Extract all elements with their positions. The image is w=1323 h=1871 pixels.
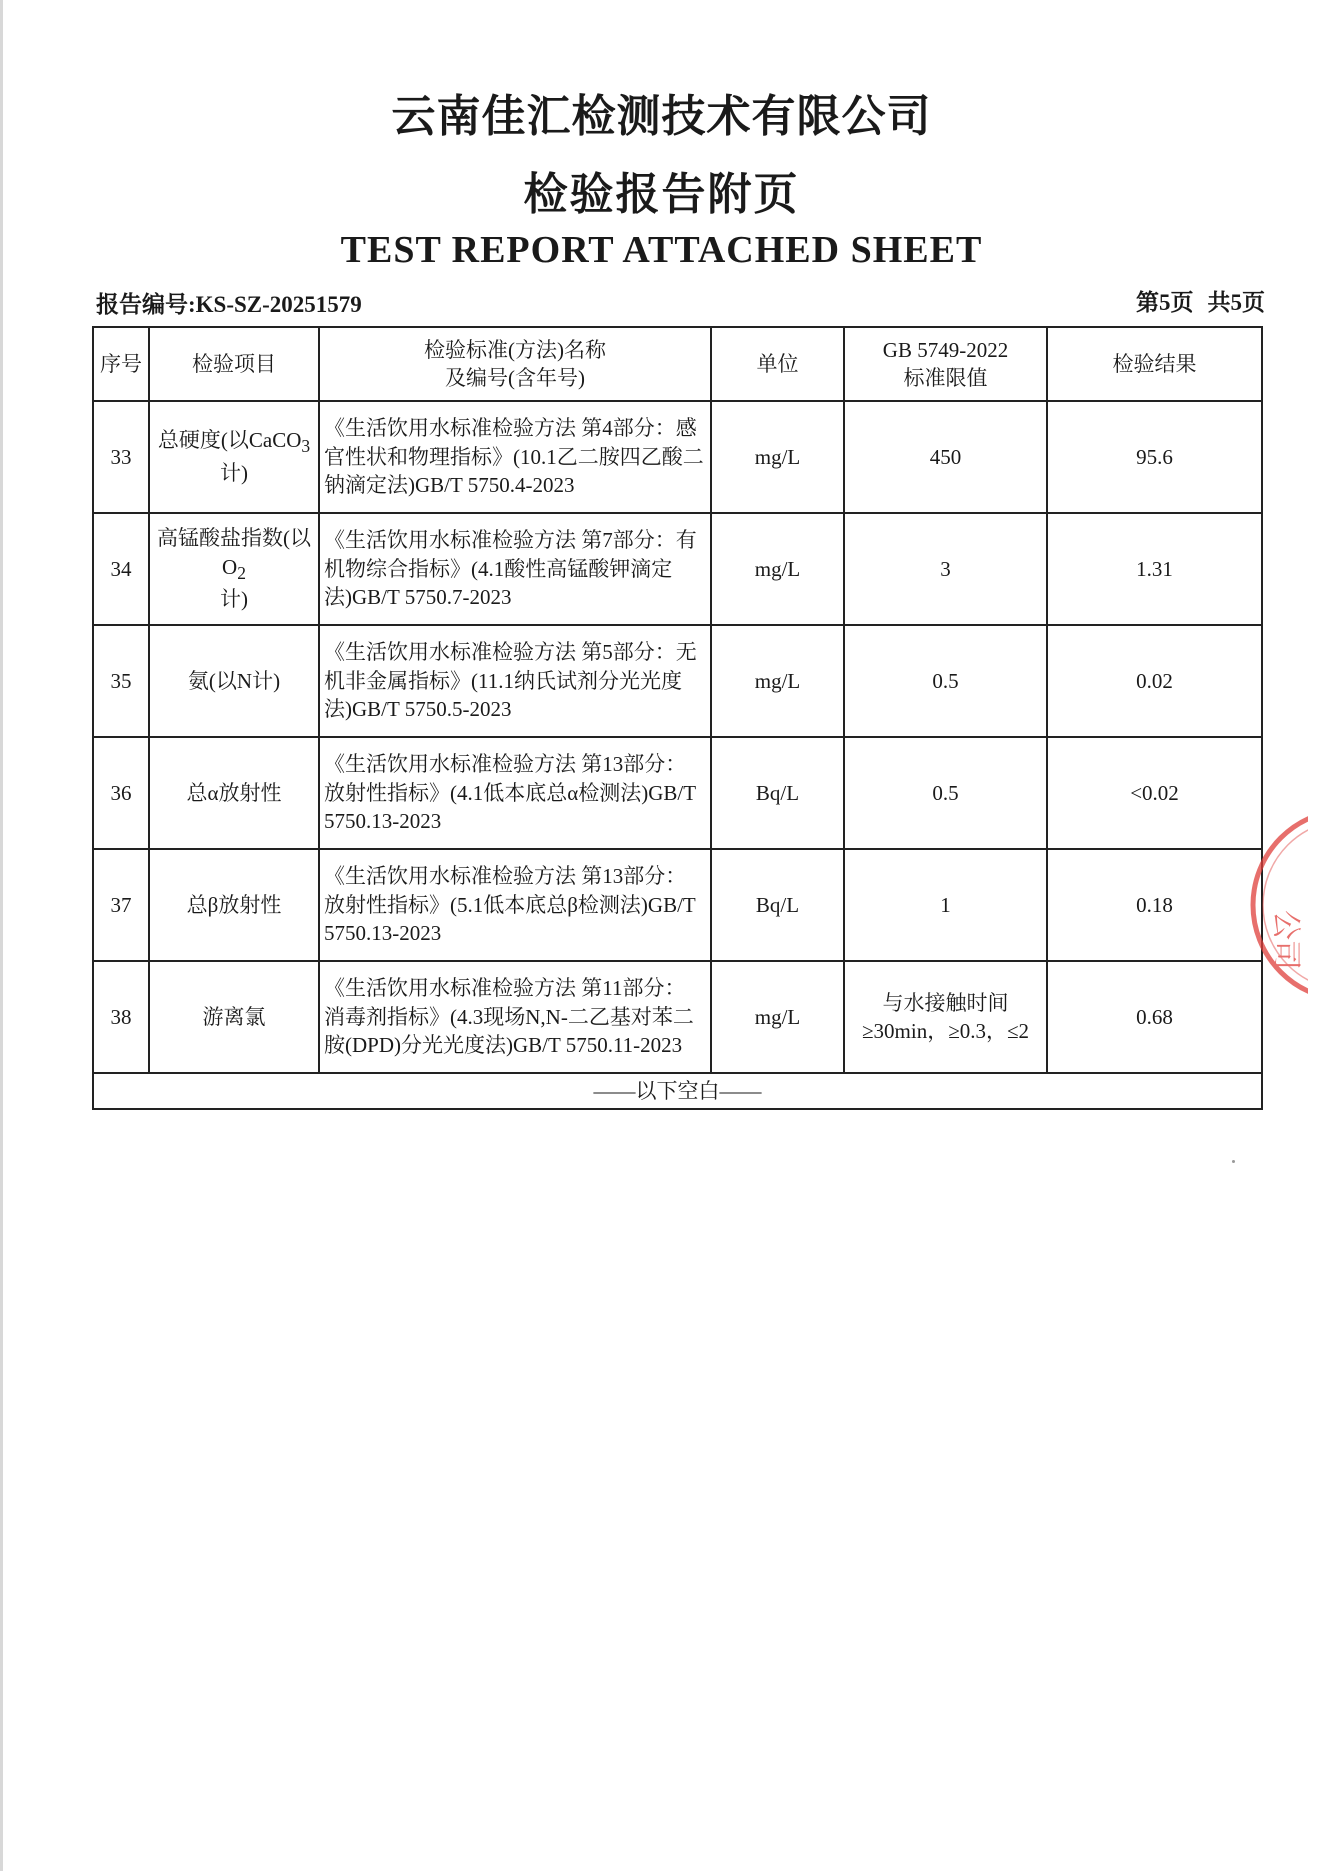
report-number bbox=[96, 286, 362, 319]
cell-limit: 与水接触时间≥30min，≥0.3，≤2 bbox=[844, 961, 1047, 1073]
cell-no: 33 bbox=[93, 401, 149, 513]
cell-result: 0.68 bbox=[1047, 961, 1262, 1073]
header-limit bbox=[844, 327, 1047, 401]
cell-unit: Bq/L bbox=[711, 737, 844, 849]
cell-no: 38 bbox=[93, 961, 149, 1073]
seal-text: 公司 bbox=[1268, 910, 1303, 970]
header-limit-line2: 标准限值 bbox=[903, 366, 988, 390]
cell-no: 34 bbox=[93, 513, 149, 625]
report-title-en: TEST REPORT ATTACHED SHEET bbox=[340, 229, 983, 271]
page-total: 共5页 bbox=[1207, 290, 1265, 315]
cell-limit: 450 bbox=[844, 401, 1047, 513]
cell-limit: 1 bbox=[844, 849, 1047, 961]
header-method-line2: 及编号(含年号) bbox=[445, 366, 585, 390]
cell-result: 0.18 bbox=[1047, 849, 1262, 961]
scan-edge bbox=[0, 0, 3, 1871]
page-indicator bbox=[1136, 284, 1265, 317]
cell-method: 《生活饮用水标准检验方法 第7部分：有机物综合指标》(4.1酸性高锰酸钾滴定法)GB/T 5750.7-2023 bbox=[319, 513, 711, 625]
company-name: 云南佳汇检测技术有限公司 bbox=[391, 92, 932, 141]
cell-item: 总α放射性 bbox=[149, 737, 319, 849]
header-item: 检验项目 bbox=[149, 327, 319, 401]
item-subscript: 3 bbox=[301, 436, 311, 457]
cell-method: 《生活饮用水标准检验方法 第5部分：无机非金属指标》(11.1纳氏试剂分光光度法)GB/T 5750.5-2023 bbox=[319, 625, 711, 737]
cell-item bbox=[149, 401, 319, 513]
company-seal-stamp bbox=[1238, 800, 1308, 1010]
report-number-label: 报告编号: bbox=[96, 292, 196, 317]
table-row bbox=[93, 737, 1262, 849]
table-row bbox=[93, 625, 1262, 737]
scan-speck bbox=[1232, 1160, 1235, 1163]
cell-method: 《生活饮用水标准检验方法 第11部分：消毒剂指标》(4.3现场N,N-二乙基对苯二胺(DPD)分光光度法)GB/T 5750.11-2023 bbox=[319, 961, 711, 1073]
item-tail: 计) bbox=[220, 587, 248, 612]
item-tail: 计) bbox=[220, 461, 248, 486]
header-unit: 单位 bbox=[711, 327, 844, 401]
header-no: 序号 bbox=[93, 327, 149, 401]
header-method bbox=[319, 327, 711, 401]
results-table bbox=[92, 326, 1263, 1110]
table-row bbox=[93, 849, 1262, 961]
cell-no: 35 bbox=[93, 625, 149, 737]
cell-result: <0.02 bbox=[1047, 737, 1262, 849]
cell-no: 36 bbox=[93, 737, 149, 849]
report-title-cn: 检验报告附页 bbox=[523, 170, 800, 219]
cell-item bbox=[149, 513, 319, 625]
cell-method: 《生活饮用水标准检验方法 第4部分：感官性状和物理指标》(10.1乙二胺四乙酸二钠滴定法)GB/T 5750.4-2023 bbox=[319, 401, 711, 513]
seal-outer-ring bbox=[1253, 810, 1308, 1000]
cell-limit: 3 bbox=[844, 513, 1047, 625]
cell-result: 1.31 bbox=[1047, 513, 1262, 625]
item-main: 高锰酸盐指数(以O bbox=[157, 526, 311, 579]
table-row bbox=[93, 961, 1262, 1073]
header-result: 检验结果 bbox=[1047, 327, 1262, 401]
cell-unit: mg/L bbox=[711, 625, 844, 737]
blank-note-row bbox=[93, 1073, 1262, 1109]
seal-graphic bbox=[1238, 800, 1308, 1010]
header-method-line1: 检验标准(方法)名称 bbox=[424, 337, 606, 362]
item-main: 总硬度(以CaCO bbox=[157, 428, 302, 453]
table-row bbox=[93, 401, 1262, 513]
table-header-row bbox=[93, 327, 1262, 401]
cell-item: 游离氯 bbox=[149, 961, 319, 1073]
page-current: 第5页 bbox=[1136, 290, 1194, 315]
cell-no: 37 bbox=[93, 849, 149, 961]
report-number-value: KS-SZ-20251579 bbox=[195, 292, 362, 317]
cell-unit: mg/L bbox=[711, 961, 844, 1073]
item-subscript: 2 bbox=[237, 562, 246, 583]
cell-item: 总β放射性 bbox=[149, 849, 319, 961]
blank-note: ——以下空白—— bbox=[93, 1073, 1262, 1109]
cell-result: 0.02 bbox=[1047, 625, 1262, 737]
cell-limit: 0.5 bbox=[844, 625, 1047, 737]
cell-unit: Bq/L bbox=[711, 849, 844, 961]
cell-unit: mg/L bbox=[711, 401, 844, 513]
header-limit-line1: GB 5749-2022 bbox=[882, 337, 1009, 362]
table-row bbox=[93, 513, 1262, 625]
cell-limit: 0.5 bbox=[844, 737, 1047, 849]
cell-item: 氨(以N计) bbox=[149, 625, 319, 737]
cell-method: 《生活饮用水标准检验方法 第13部分：放射性指标》(5.1低本底总β检测法)GB/T 5750.13-2023 bbox=[319, 849, 711, 961]
cell-unit: mg/L bbox=[711, 513, 844, 625]
cell-result: 95.6 bbox=[1047, 401, 1262, 513]
cell-method: 《生活饮用水标准检验方法 第13部分：放射性指标》(4.1低本底总α检测法)GB/T 5750.13-2023 bbox=[319, 737, 711, 849]
